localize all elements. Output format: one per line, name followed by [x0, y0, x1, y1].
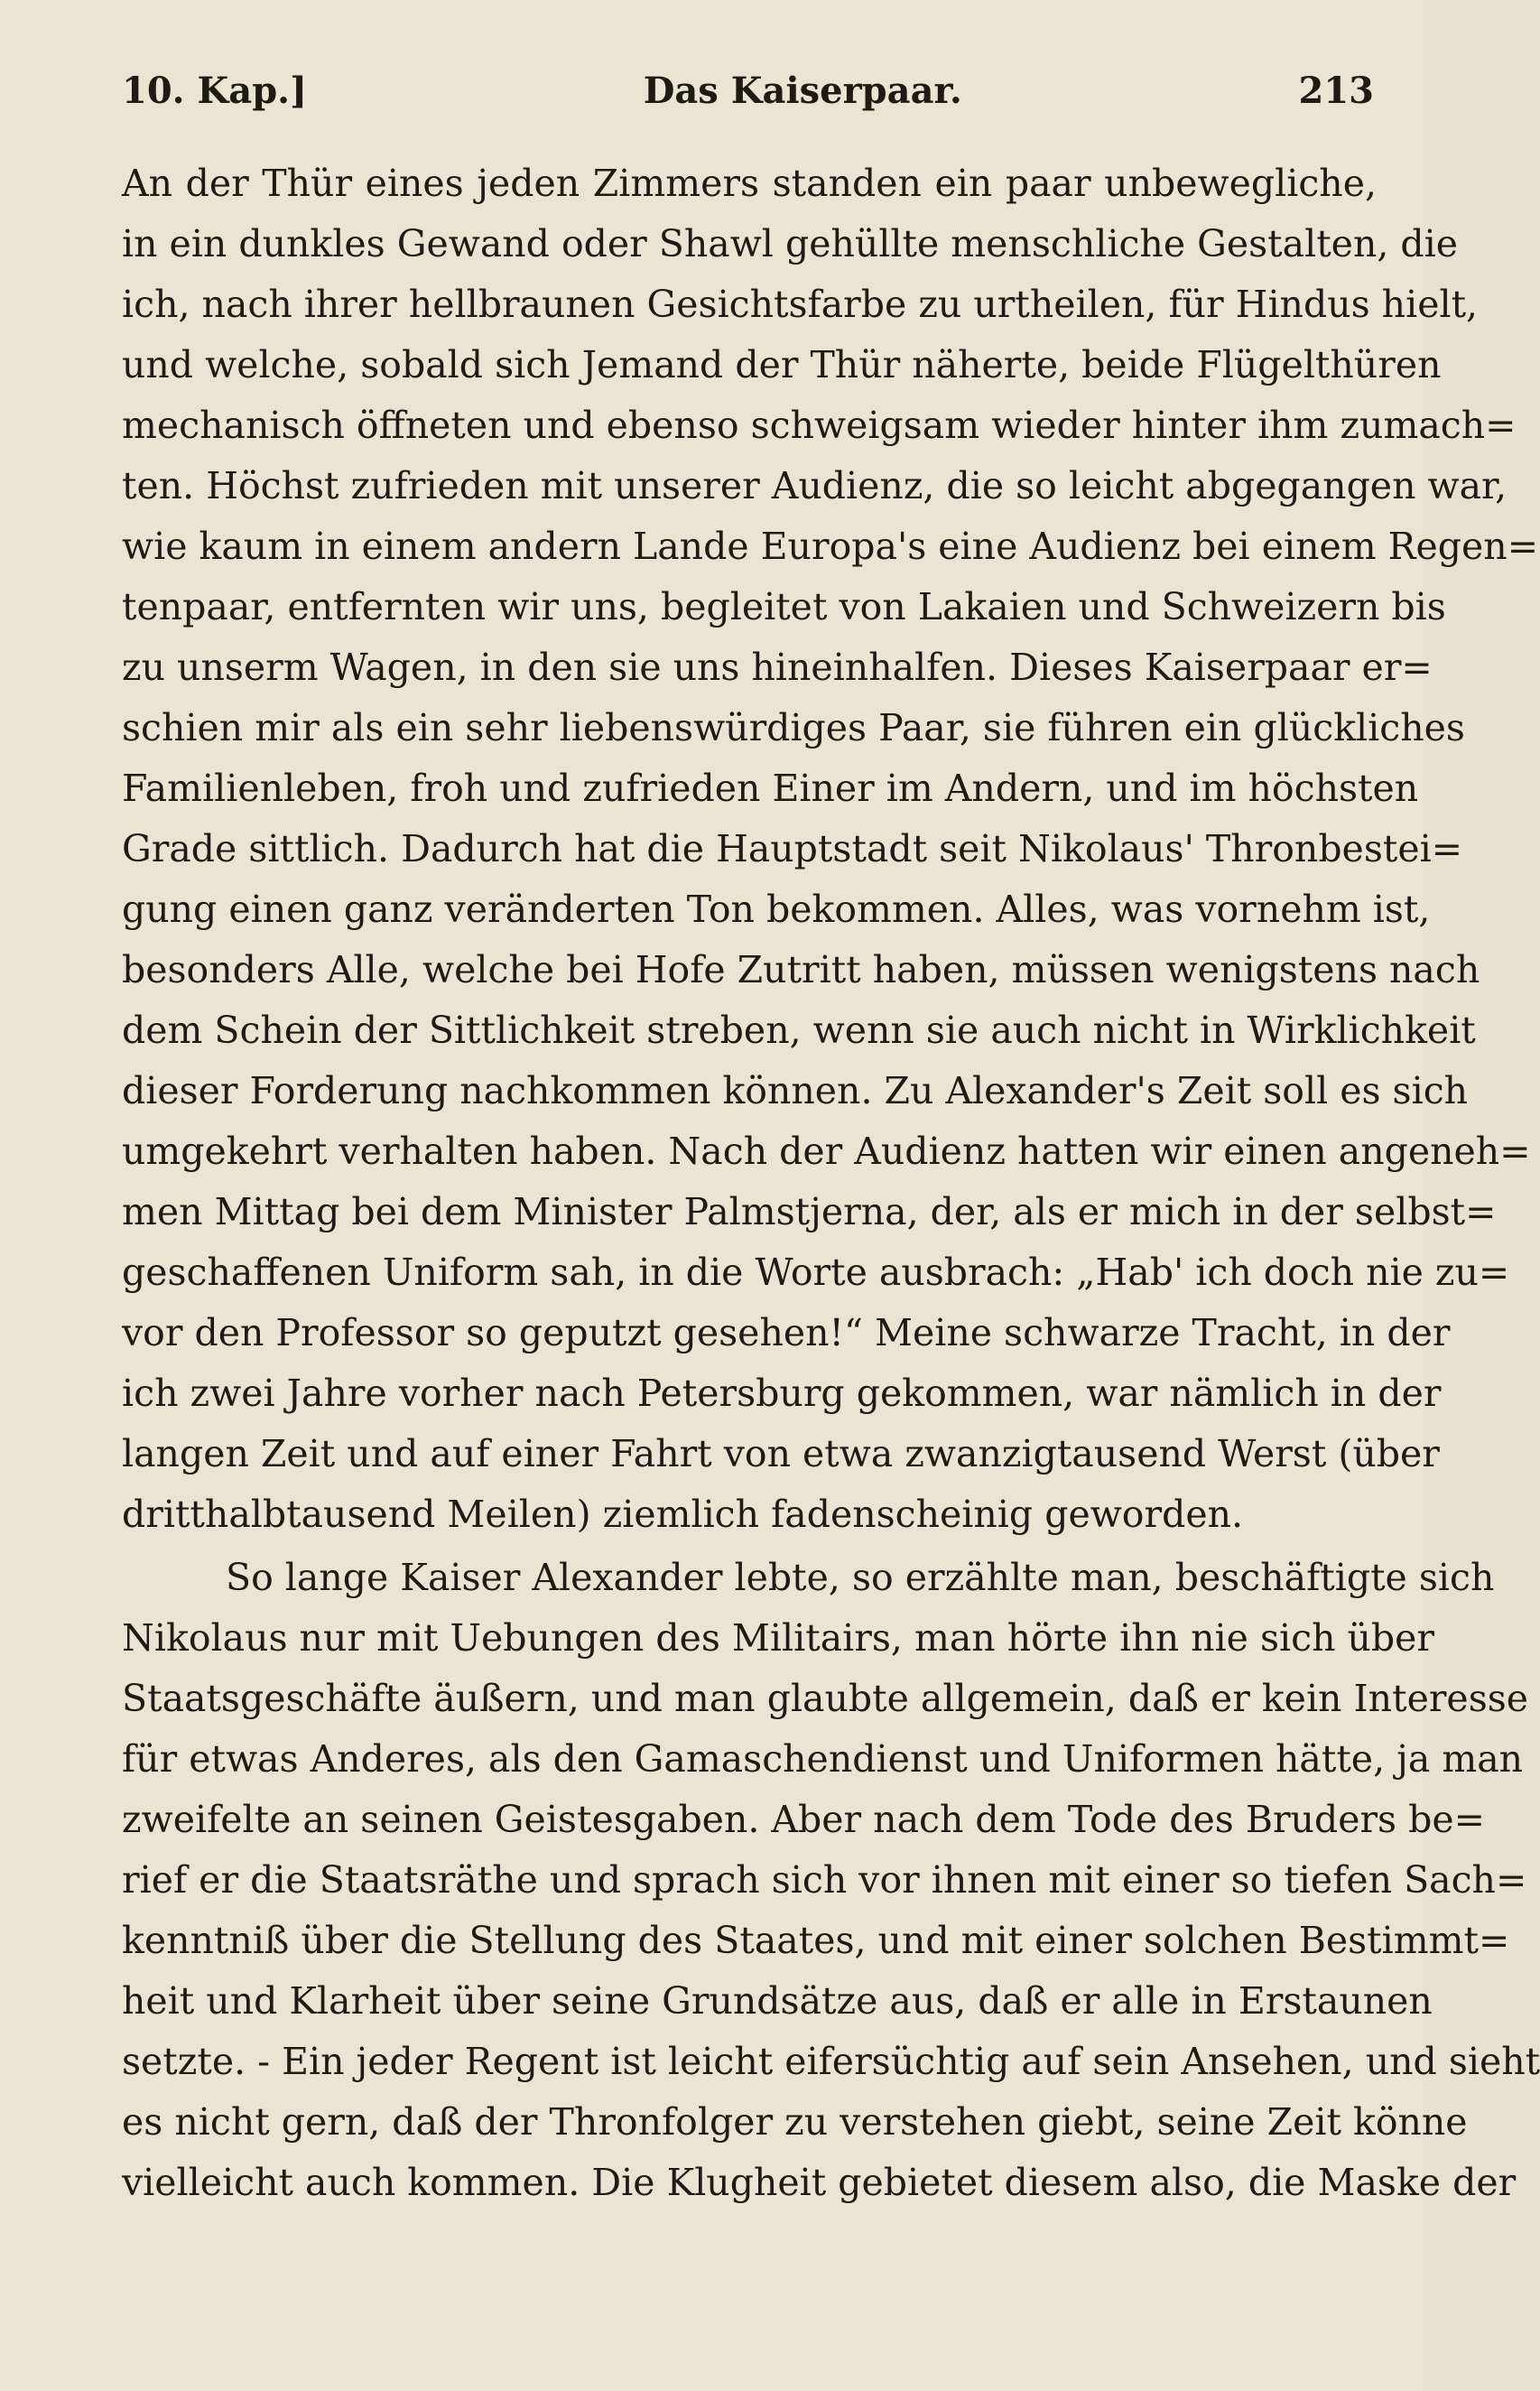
- text-line: setzte. - Ein jeder Regent ist leicht eifersüchtig auf sein Ansehen, und sieht: [122, 2040, 1540, 2083]
- text-line: geschaffenen Uniform sah, in die Worte ausbrach: „Hab' ich doch nie zu=: [122, 1251, 1510, 1294]
- text-line: dem Schein der Sittlichkeit streben, wenn sie auch nicht in Wirklichkeit: [122, 1009, 1476, 1052]
- text-line: es nicht gern, daß der Thronfolger zu verstehen giebt, seine Zeit könne: [122, 2100, 1468, 2144]
- text-line: und welche, sobald sich Jemand der Thür näherte, beide Flügelthüren: [122, 343, 1442, 386]
- page-number: 213: [1298, 69, 1374, 112]
- text-line: schien mir als ein sehr liebenswürdiges Paar, sie führen ein glückliches: [122, 706, 1465, 749]
- text-line: Staatsgeschäfte äußern, und man glaubte allgemein, daß er kein Interesse: [122, 1677, 1529, 1720]
- text-line: Nikolaus nur mit Uebungen des Militairs, man hörte ihn nie sich über: [122, 1616, 1435, 1660]
- text-line: besonders Alle, welche bei Hofe Zutritt haben, müssen wenigstens nach: [122, 948, 1480, 991]
- text-line: Familienleben, froh und zufrieden Einer im Andern, und im höchsten: [122, 767, 1419, 810]
- text-line: rief er die Staatsräthe und sprach sich vor ihnen mit einer so tiefen Sach=: [122, 1858, 1527, 1902]
- text-line: An der Thür eines jeden Zimmers standen ein paar unbewegliche,: [122, 162, 1377, 205]
- text-line: gung einen ganz veränderten Ton bekommen. Alles, was vornehm ist,: [122, 888, 1431, 931]
- text-line: kenntniß über die Stellung des Staates, und mit einer solchen Bestimmt=: [122, 1919, 1510, 1962]
- chapter-label: 10. Kap.]: [122, 69, 308, 112]
- text-line: mechanisch öffneten und ebenso schweigsam wieder hinter ihm zumach=: [122, 404, 1517, 447]
- text-line: ich, nach ihrer hellbraunen Gesichtsfarbe zu urtheilen, für Hindus hielt,: [122, 283, 1479, 326]
- paragraph-2: [122, 1548, 1540, 2213]
- text-line: umgekehrt verhalten haben. Nach der Audienz hatten wir einen angeneh=: [122, 1130, 1531, 1173]
- paragraph-1: [122, 154, 1539, 1545]
- text-line: dritthalbtausend Meilen) ziemlich fadenscheinig geworden.: [122, 1493, 1244, 1536]
- page-body: [122, 154, 1540, 2213]
- text-line: Grade sittlich. Dadurch hat die Hauptstadt seit Nikolaus' Thronbestei=: [122, 827, 1463, 870]
- text-line: tenpaar, entfernten wir uns, begleitet von Lakaien und Schweizern bis: [122, 585, 1446, 628]
- text-line: zu unserm Wagen, in den sie uns hineinhalfen. Dieses Kaiserpaar er=: [122, 646, 1433, 689]
- text-line: langen Zeit und auf einer Fahrt von etwa zwanzigtausend Werst (über: [122, 1432, 1440, 1475]
- text-line: men Mittag bei dem Minister Palmstjerna, der, als er mich in der selbst=: [122, 1190, 1497, 1233]
- text-line: vor den Professor so geputzt gesehen!“ Meine schwarze Tracht, in der: [122, 1311, 1451, 1354]
- text-line: zweifelte an seinen Geistesgaben. Aber nach dem Tode des Bruders be=: [122, 1798, 1485, 1841]
- text-line: dieser Forderung nachkommen können. Zu Alexander's Zeit soll es sich: [122, 1069, 1469, 1112]
- text-line: ich zwei Jahre vorher nach Petersburg gekommen, war nämlich in der: [122, 1372, 1442, 1415]
- text-line: wie kaum in einem andern Lande Europa's eine Audienz bei einem Regen=: [122, 525, 1539, 568]
- text-line: heit und Klarheit über seine Grundsätze aus, daß er alle in Erstaunen: [122, 1979, 1433, 2023]
- text-line: So lange Kaiser Alexander lebte, so erzählte man, beschäftigte sich: [226, 1556, 1495, 1599]
- text-line: in ein dunkles Gewand oder Shawl gehüllte menschliche Gestalten, die: [122, 222, 1459, 265]
- running-head: [122, 63, 1374, 117]
- page-title: Das Kaiserpaar.: [643, 69, 962, 112]
- text-line: vielleicht auch kommen. Die Klugheit gebietet diesem also, die Maske der: [122, 2161, 1517, 2204]
- text-line: ten. Höchst zufrieden mit unserer Audienz, die so leicht abgegangen war,: [122, 464, 1508, 507]
- text-line: für etwas Anderes, als den Gamaschendienst und Uniformen hätte, ja man: [122, 1737, 1524, 1781]
